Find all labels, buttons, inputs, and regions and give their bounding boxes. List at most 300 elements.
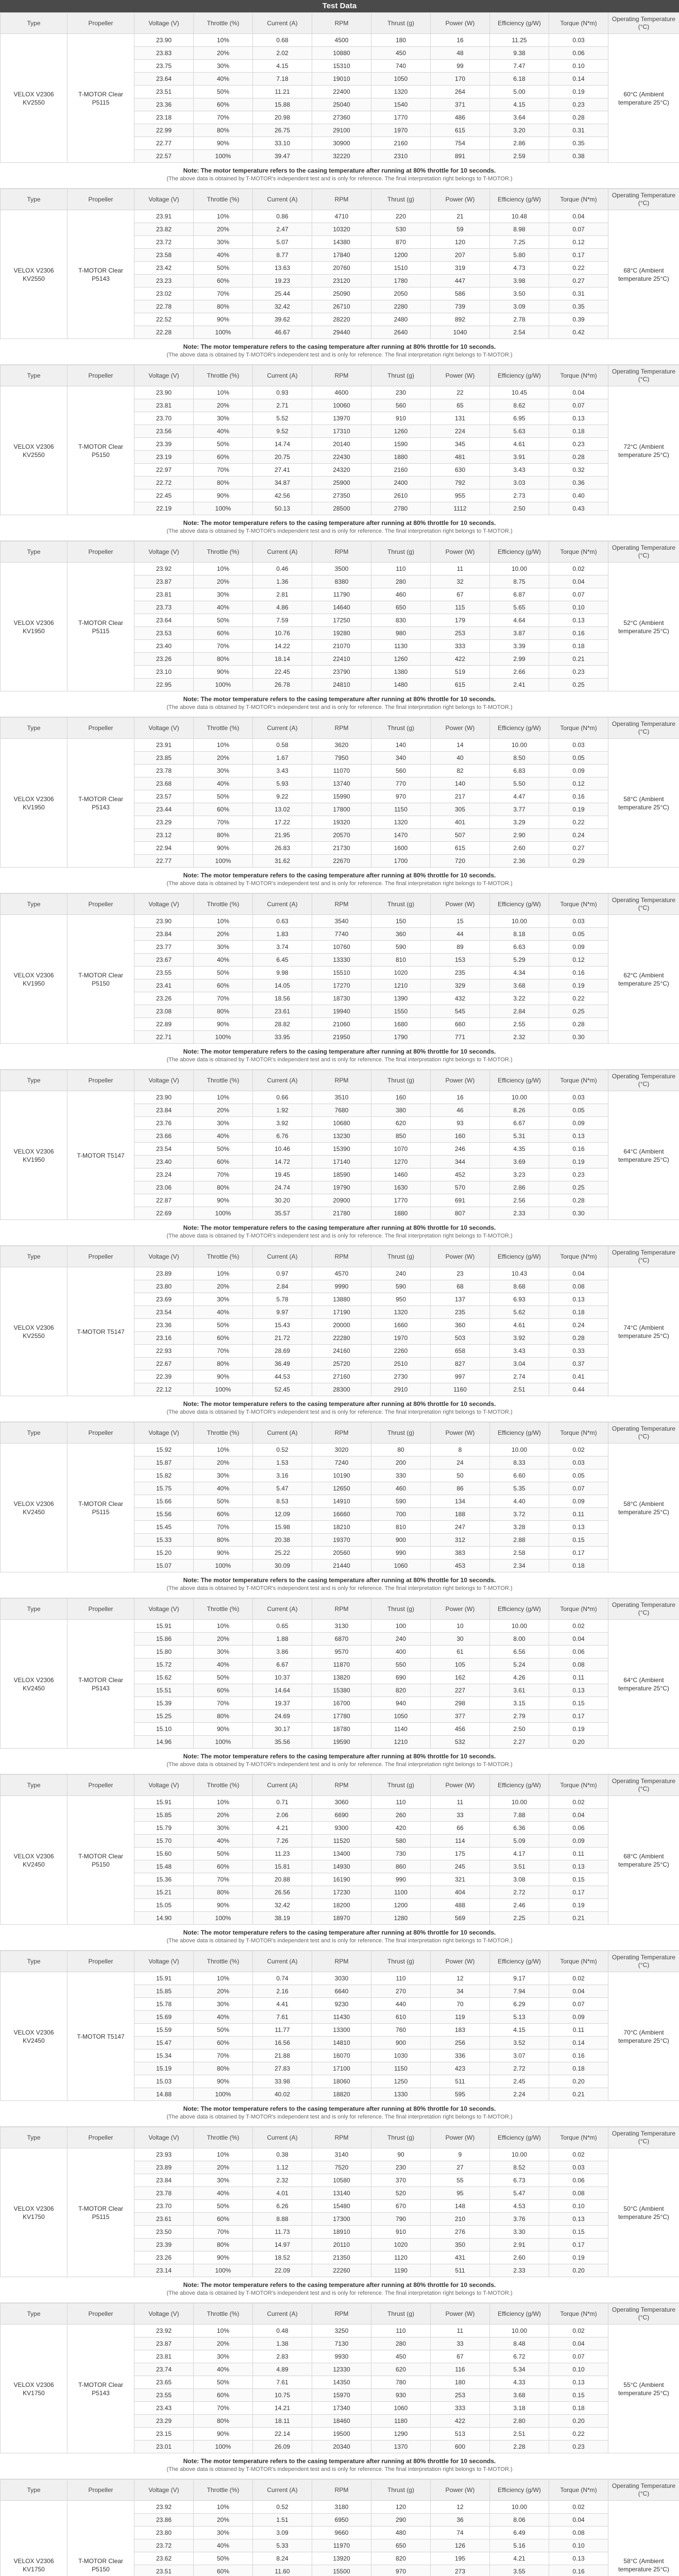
power-cell: 153 [431,954,490,967]
current-cell: 8.53 [253,1495,312,1508]
rpm-cell: 12650 [312,1482,371,1495]
throttle-cell: 90% [194,1547,253,1560]
column-header: Type [1,1775,67,1796]
voltage-cell: 15.20 [134,1547,194,1560]
current-cell: 15.81 [253,1860,312,1873]
header-row [1,1599,679,1620]
torque-cell: 0.02 [549,2148,608,2161]
throttle-cell: 60% [194,275,253,287]
column-header: Throttle (%) [194,2303,253,2325]
thrust-cell: 230 [371,2161,431,2174]
thrust-cell: 940 [371,1697,431,1710]
operating-temperature-cell: 72°C (Ambient temperature 25°C) [608,386,679,515]
column-header: Efficiency (g/W) [490,365,549,386]
column-header: RPM [312,1775,371,1796]
torque-cell: 0.35 [549,300,608,313]
thrust-cell: 1200 [371,1899,431,1912]
throttle-cell: 20% [194,2514,253,2527]
column-header: Voltage (V) [134,1775,194,1796]
motor-type-cell: VELOX V2306 KV1950 [1,563,67,691]
throttle-cell: 80% [194,1886,253,1899]
thrust-cell: 90 [371,2148,431,2161]
thrust-cell: 1280 [371,1912,431,1925]
rpm-cell: 30900 [312,137,371,150]
rpm-cell: 15970 [312,2389,371,2402]
throttle-cell: 70% [194,2049,253,2062]
rpm-cell: 18730 [312,992,371,1005]
column-header: RPM [312,2480,371,2501]
thrust-cell: 2400 [371,477,431,489]
rpm-cell: 14380 [312,236,371,249]
rpm-cell: 11870 [312,1658,371,1671]
column-header: Power (W) [431,541,490,563]
voltage-cell: 23.81 [134,588,194,601]
power-cell: 11 [431,2325,490,2337]
power-cell: 253 [431,627,490,640]
table-body [1,1620,679,1749]
column-header: RPM [312,13,371,34]
thrust-cell: 220 [371,210,431,223]
column-header: Throttle (%) [194,1599,253,1620]
throttle-cell: 80% [194,653,253,666]
voltage-cell: 15.87 [134,1456,194,1469]
propeller-cell: T-MOTOR Clear P5150 [67,386,134,515]
voltage-cell: 23.36 [134,98,194,111]
efficiency-cell: 7.88 [490,1809,549,1822]
torque-cell: 0.04 [549,2337,608,2350]
rpm-cell: 22280 [312,1332,371,1345]
power-cell: 114 [431,1835,490,1848]
torque-cell: 0.09 [549,1117,608,1130]
column-header: Operating Temperature (°C) [608,13,679,34]
voltage-cell: 22.94 [134,842,194,855]
table-row [1,563,679,575]
throttle-cell: 30% [194,588,253,601]
torque-cell: 0.22 [549,262,608,275]
data-table [0,893,679,1044]
power-cell: 345 [431,438,490,451]
torque-cell: 0.07 [549,2350,608,2363]
efficiency-cell: 2.80 [490,2415,549,2428]
note-disclaimer: (The above data is obtained by T-MOTOR's independent test and is only for reference. The final interpretation right belongs to T-MOTOR.) [166,528,513,534]
throttle-cell: 70% [194,287,253,300]
power-cell: 180 [431,2376,490,2389]
throttle-cell: 20% [194,575,253,588]
voltage-cell: 22.93 [134,1345,194,1358]
torque-cell: 0.19 [549,2251,608,2264]
current-cell: 10.37 [253,1671,312,1684]
voltage-cell: 22.28 [134,326,194,339]
efficiency-cell: 2.25 [490,1912,549,1925]
rpm-cell: 3620 [312,739,371,752]
power-cell: 658 [431,1345,490,1358]
thrust-cell: 1260 [371,653,431,666]
torque-cell: 0.09 [549,1835,608,1848]
throttle-cell: 100% [194,1912,253,1925]
table-row [1,1620,679,1633]
torque-cell: 0.18 [549,425,608,438]
test-block [0,541,679,717]
column-header: Voltage (V) [134,894,194,915]
current-cell: 27.83 [253,2062,312,2075]
data-table [0,1070,679,1220]
power-cell: 65 [431,399,490,412]
current-cell: 5.93 [253,777,312,790]
efficiency-cell: 4.34 [490,967,549,979]
thrust-cell: 730 [371,1848,431,1860]
header-row [1,13,679,34]
data-table [0,2479,679,2576]
throttle-cell: 10% [194,1444,253,1456]
rpm-cell: 12330 [312,2363,371,2376]
table-body [1,1796,679,1925]
operating-temperature-cell: 58°C (Ambient temperature 25°C) [608,2501,679,2576]
thrust-cell: 980 [371,627,431,640]
table-note [0,2101,679,2127]
throttle-cell: 10% [194,2148,253,2161]
throttle-cell: 10% [194,739,253,752]
torque-cell: 0.12 [549,777,608,790]
torque-cell: 0.05 [549,1469,608,1482]
throttle-cell: 90% [194,489,253,502]
voltage-cell: 23.78 [134,765,194,777]
voltage-cell: 23.77 [134,941,194,954]
current-cell: 30.09 [253,1560,312,1572]
efficiency-cell: 2.41 [490,679,549,691]
voltage-cell: 23.93 [134,2148,194,2161]
torque-cell: 0.09 [549,1495,608,1508]
thrust-cell: 2050 [371,287,431,300]
operating-temperature-cell: 74°C (Ambient temperature 25°C) [608,1267,679,1396]
thrust-cell: 670 [371,2200,431,2213]
torque-cell: 0.03 [549,1456,608,1469]
torque-cell: 0.02 [549,2501,608,2514]
voltage-cell: 22.57 [134,150,194,163]
current-cell: 4.21 [253,1822,312,1835]
thrust-cell: 860 [371,1860,431,1873]
power-cell: 519 [431,666,490,679]
throttle-cell: 80% [194,1710,253,1723]
efficiency-cell: 3.03 [490,477,549,489]
voltage-cell: 23.39 [134,438,194,451]
thrust-cell: 1480 [371,679,431,691]
voltage-cell: 23.40 [134,640,194,653]
motor-type-cell: VELOX V2306 KV1750 [1,2325,67,2453]
torque-cell: 0.18 [549,2402,608,2415]
voltage-cell: 15.70 [134,1835,194,1848]
efficiency-cell: 10.00 [490,739,549,752]
torque-cell: 0.06 [549,47,608,60]
power-cell: 600 [431,2441,490,2453]
voltage-cell: 23.92 [134,2501,194,2514]
rpm-cell: 17840 [312,249,371,262]
thrust-cell: 1880 [371,451,431,464]
power-cell: 30 [431,1633,490,1646]
column-header: RPM [312,1070,371,1091]
power-cell: 273 [431,2565,490,2576]
throttle-cell: 100% [194,2264,253,2277]
power-cell: 997 [431,1370,490,1383]
thrust-cell: 400 [371,1646,431,1658]
power-cell: 453 [431,1560,490,1572]
rpm-cell: 7950 [312,752,371,765]
throttle-cell: 10% [194,1267,253,1280]
note-disclaimer: (The above data is obtained by T-MOTOR's independent test and is only for reference. The final interpretation right belongs to T-MOTOR.) [166,880,513,887]
current-cell: 9.52 [253,425,312,438]
table-row [1,2325,679,2337]
column-header: Throttle (%) [194,1422,253,1444]
rpm-cell: 24160 [312,1345,371,1358]
rpm-cell: 19500 [312,2428,371,2441]
torque-cell: 0.23 [549,2441,608,2453]
column-header: Operating Temperature (°C) [608,1599,679,1620]
current-cell: 9.97 [253,1306,312,1319]
table-note [0,1749,679,1774]
rpm-cell: 10320 [312,223,371,236]
rpm-cell: 11970 [312,2539,371,2552]
torque-cell: 0.13 [549,412,608,425]
torque-cell: 0.08 [549,2527,608,2539]
rpm-cell: 18820 [312,2088,371,2101]
thrust-cell: 2160 [371,137,431,150]
column-header: RPM [312,1951,371,1972]
efficiency-cell: 10.00 [490,1091,549,1104]
rpm-cell: 10760 [312,941,371,954]
current-cell: 0.68 [253,34,312,47]
torque-cell: 0.18 [549,1560,608,1572]
rpm-cell: 10680 [312,1117,371,1130]
voltage-cell: 23.55 [134,967,194,979]
torque-cell: 0.28 [549,1194,608,1207]
thrust-cell: 1200 [371,249,431,262]
throttle-cell: 40% [194,2363,253,2376]
rpm-cell: 17140 [312,1156,371,1168]
operating-temperature-cell: 50°C (Ambient temperature 25°C) [608,2148,679,2277]
power-cell: 305 [431,803,490,816]
throttle-cell: 30% [194,236,253,249]
thrust-cell: 370 [371,2174,431,2187]
power-cell: 754 [431,137,490,150]
voltage-cell: 15.10 [134,1723,194,1736]
data-table [0,1246,679,1396]
torque-cell: 0.16 [549,2049,608,2062]
propeller-cell: T-MOTOR T5147 [67,1091,134,1220]
note-main: Note: The motor temperature refers to the casing temperature after running at 80% throttle for 10 seconds. [183,872,496,879]
rpm-cell: 9570 [312,1646,371,1658]
thrust-cell: 1150 [371,803,431,816]
voltage-cell: 15.48 [134,1860,194,1873]
column-header: Current (A) [253,1951,312,1972]
throttle-cell: 50% [194,614,253,627]
efficiency-cell: 7.47 [490,60,549,73]
voltage-cell: 23.42 [134,262,194,275]
rpm-cell: 27350 [312,489,371,502]
table-header [1,189,679,210]
throttle-cell: 80% [194,2062,253,2075]
torque-cell: 0.19 [549,1899,608,1912]
voltage-cell: 22.71 [134,1031,194,1044]
efficiency-cell: 3.50 [490,287,549,300]
thrust-cell: 690 [371,1671,431,1684]
current-cell: 0.52 [253,1444,312,1456]
throttle-cell: 70% [194,2226,253,2239]
efficiency-cell: 10.00 [490,1796,549,1809]
power-cell: 50 [431,1469,490,1482]
note-main: Note: The motor temperature refers to the casing temperature after running at 80% throttle for 10 seconds. [183,167,496,174]
power-cell: 8 [431,1444,490,1456]
power-cell: 298 [431,1697,490,1710]
table-row [1,2501,679,2514]
throttle-cell: 50% [194,2376,253,2389]
efficiency-cell: 5.09 [490,1835,549,1848]
rpm-cell: 10190 [312,1469,371,1482]
column-header: Propeller [67,1070,134,1091]
column-header: Efficiency (g/W) [490,2303,549,2325]
efficiency-cell: 3.68 [490,2389,549,2402]
column-header: Propeller [67,541,134,563]
current-cell: 25.44 [253,287,312,300]
thrust-cell: 970 [371,790,431,803]
torque-cell: 0.13 [549,1293,608,1306]
power-cell: 12 [431,1972,490,1985]
table-header [1,1422,679,1444]
voltage-cell: 23.39 [134,2239,194,2251]
rpm-cell: 7240 [312,1456,371,1469]
torque-cell: 0.40 [549,489,608,502]
torque-cell: 0.23 [549,1168,608,1181]
thrust-cell: 2730 [371,1370,431,1383]
torque-cell: 0.17 [549,1547,608,1560]
column-header: Operating Temperature (°C) [608,2127,679,2148]
note-disclaimer: (The above data is obtained by T-MOTOR's independent test and is only for reference. The final interpretation right belongs to T-MOTOR.) [166,1057,513,1063]
current-cell: 32.42 [253,300,312,313]
rpm-cell: 3130 [312,1620,371,1633]
torque-cell: 0.28 [549,1018,608,1031]
rpm-cell: 20570 [312,829,371,842]
throttle-cell: 10% [194,1796,253,1809]
throttle-cell: 70% [194,111,253,124]
rpm-cell: 3540 [312,915,371,928]
throttle-cell: 60% [194,2389,253,2402]
voltage-cell: 23.84 [134,1104,194,1117]
throttle-cell: 20% [194,1633,253,1646]
thrust-cell: 270 [371,1985,431,1998]
voltage-cell: 23.70 [134,412,194,425]
current-cell: 18.11 [253,2415,312,2428]
note-disclaimer: (The above data is obtained by T-MOTOR's independent test and is only for reference. The final interpretation right belongs to T-MOTOR.) [166,2466,513,2472]
thrust-cell: 1370 [371,2441,431,2453]
current-cell: 1.92 [253,1104,312,1117]
voltage-cell: 23.82 [134,223,194,236]
propeller-cell: T-MOTOR Clear P5150 [67,915,134,1044]
column-header: Torque (N*m) [549,1422,608,1444]
thrust-cell: 280 [371,2337,431,2350]
power-cell: 615 [431,124,490,137]
rpm-cell: 18780 [312,1723,371,1736]
table-row [1,1796,679,1809]
column-header: Type [1,189,67,210]
efficiency-cell: 2.78 [490,313,549,326]
efficiency-cell: 10.00 [490,2325,549,2337]
thrust-cell: 910 [371,412,431,425]
power-cell: 344 [431,1156,490,1168]
throttle-cell: 50% [194,2024,253,2037]
current-cell: 2.32 [253,2174,312,2187]
power-cell: 183 [431,2024,490,2037]
throttle-cell: 60% [194,2565,253,2576]
power-cell: 807 [431,1207,490,1220]
voltage-cell: 23.80 [134,2527,194,2539]
rpm-cell: 4710 [312,210,371,223]
current-cell: 20.75 [253,451,312,464]
torque-cell: 0.06 [549,2174,608,2187]
power-cell: 120 [431,236,490,249]
header-row [1,1951,679,1972]
power-cell: 119 [431,2011,490,2024]
voltage-cell: 15.66 [134,1495,194,1508]
efficiency-cell: 2.50 [490,502,549,515]
current-cell: 23.61 [253,1005,312,1018]
rpm-cell: 3250 [312,2325,371,2337]
voltage-cell: 23.16 [134,1332,194,1345]
power-cell: 48 [431,47,490,60]
torque-cell: 0.10 [549,2539,608,2552]
voltage-cell: 23.68 [134,777,194,790]
rpm-cell: 17250 [312,614,371,627]
column-header: Efficiency (g/W) [490,2480,549,2501]
voltage-cell: 23.19 [134,451,194,464]
rpm-cell: 13920 [312,2552,371,2565]
torque-cell: 0.11 [549,1508,608,1521]
column-header: Operating Temperature (°C) [608,541,679,563]
torque-cell: 0.08 [549,1658,608,1671]
throttle-cell: 60% [194,627,253,640]
torque-cell: 0.41 [549,1370,608,1383]
efficiency-cell: 4.15 [490,2024,549,2037]
torque-cell: 0.04 [549,386,608,399]
rpm-cell: 19370 [312,1534,371,1547]
rpm-cell: 22430 [312,451,371,464]
throttle-cell: 100% [194,855,253,868]
column-header: Current (A) [253,718,312,739]
rpm-cell: 18970 [312,1912,371,1925]
torque-cell: 0.06 [549,1646,608,1658]
power-cell: 246 [431,1143,490,1156]
efficiency-cell: 8.00 [490,1633,549,1646]
torque-cell: 0.14 [549,73,608,86]
efficiency-cell: 6.29 [490,1998,549,2011]
column-header: Type [1,1246,67,1267]
throttle-cell: 80% [194,1358,253,1370]
efficiency-cell: 10.45 [490,386,549,399]
efficiency-cell: 2.60 [490,2251,549,2264]
column-header: Operating Temperature (°C) [608,894,679,915]
voltage-cell: 15.33 [134,1534,194,1547]
rpm-cell: 3030 [312,1972,371,1985]
column-header: Torque (N*m) [549,894,608,915]
rpm-cell: 17340 [312,2402,371,2415]
column-header: Thrust (g) [371,365,431,386]
table-header [1,2480,679,2501]
rpm-cell: 19590 [312,1736,371,1749]
motor-type-cell: VELOX V2306 KV2550 [1,386,67,515]
table-body [1,563,679,691]
data-table [0,1598,679,1749]
current-cell: 5.78 [253,1293,312,1306]
throttle-cell: 30% [194,2174,253,2187]
efficiency-cell: 8.52 [490,2161,549,2174]
power-cell: 55 [431,2174,490,2187]
